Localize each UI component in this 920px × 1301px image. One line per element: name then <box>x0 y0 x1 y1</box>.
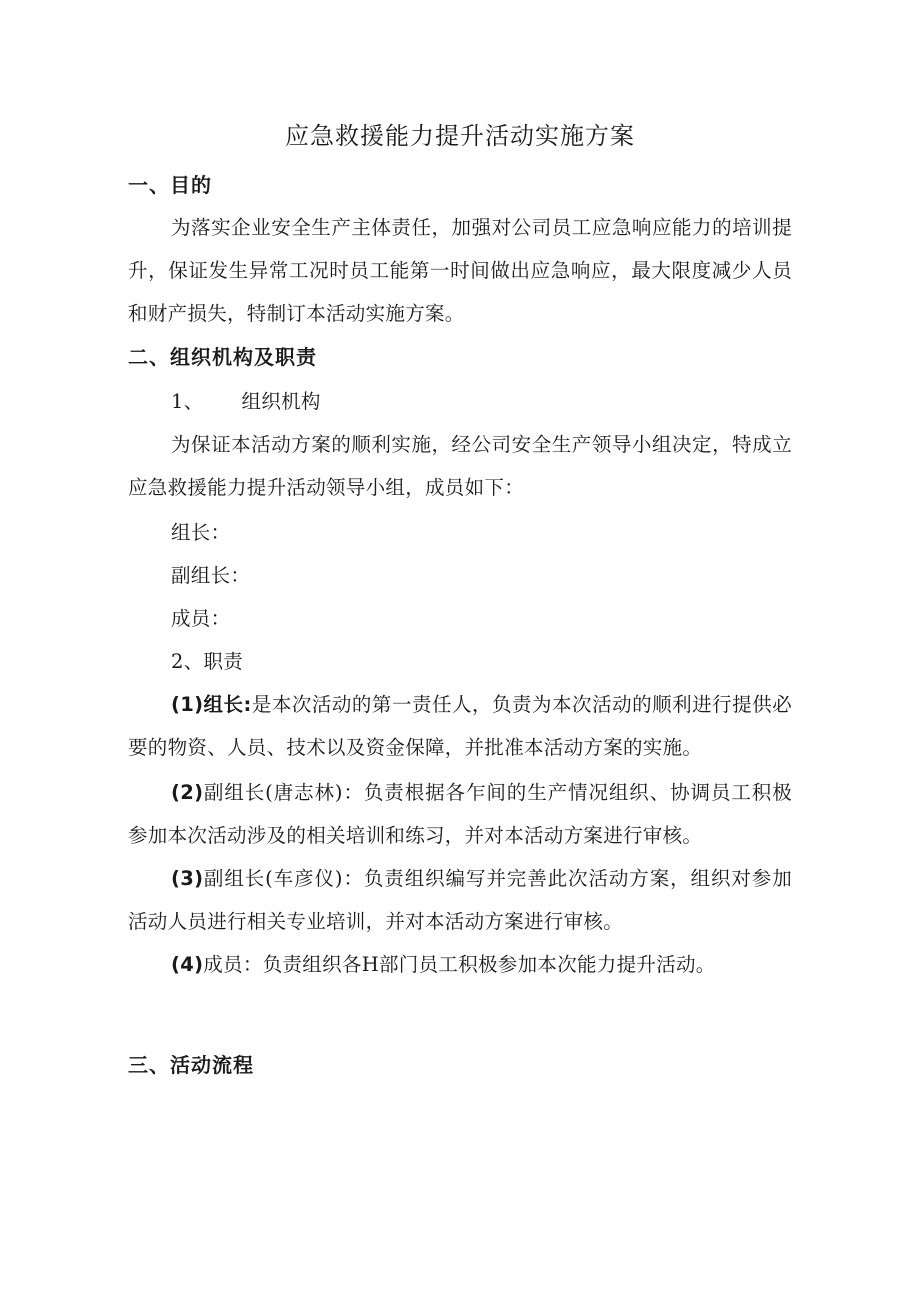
duty-3-text: 副组长(车彦仪)：负责组织编写并完善此次活动方案，组织对参加活动人员进行相关专业培训，并对本活动方案进行审核。 <box>128 867 792 933</box>
duty-1-label: (1)组长: <box>171 693 252 716</box>
duty-2-text: 副组长(唐志林)：负责根据各乍间的生产情况组织、协调员工积极参加本次活动涉及的相关培训和练习，并对本活动方案进行审核。 <box>128 781 792 847</box>
duty-1-paragraph <box>128 683 792 769</box>
deputy-line: 副组长： <box>171 564 251 587</box>
subsection-1-number: 1、 <box>171 390 204 413</box>
leader-line: 组长： <box>171 521 231 544</box>
section-1-body: 为落实企业安全生产主体责任，加强对公司员工应急响应能力的培训提升，保证发生异常工况时员工能第一时间做出应急响应，最大限度减少人员和财产损失，特制订本活动实施方案。 <box>128 216 792 325</box>
subsection-1-label: 组织机构 <box>241 390 321 413</box>
duty-4-text: 成员：负责组织各H部门员工积极参加本次能力提升活动。 <box>203 953 716 976</box>
members-line: 成员： <box>171 607 231 630</box>
subsection-1-body: 为保证本活动方案的顺利实施，经公司安全生产领导小组决定，特成立应急救援能力提升活动领导小组，成员如下： <box>128 433 792 499</box>
section-2-heading: 二、组织机构及职责 <box>128 345 317 369</box>
duty-4-label: (4) <box>171 953 204 976</box>
section-1-heading: 一、目的 <box>128 173 212 197</box>
document-title: 应急救援能力提升活动实施方案 <box>285 122 635 150</box>
section-3-heading: 三、活动流程 <box>128 1053 254 1077</box>
duty-3-paragraph <box>128 857 792 943</box>
duty-4-paragraph <box>128 943 792 986</box>
subsection-2-heading: 2、职责 <box>171 650 244 673</box>
duty-2-paragraph <box>128 771 792 857</box>
subsection-1-heading <box>171 387 321 417</box>
duty-2-label: (2) <box>171 781 204 804</box>
duty-3-label: (3) <box>171 867 204 890</box>
duty-1-text: 是本次活动的第一责任人，负责为本次活动的顺利进行提供必要的物资、人员、技术以及资金保障，并批准本活动方案的实施。 <box>128 693 792 759</box>
